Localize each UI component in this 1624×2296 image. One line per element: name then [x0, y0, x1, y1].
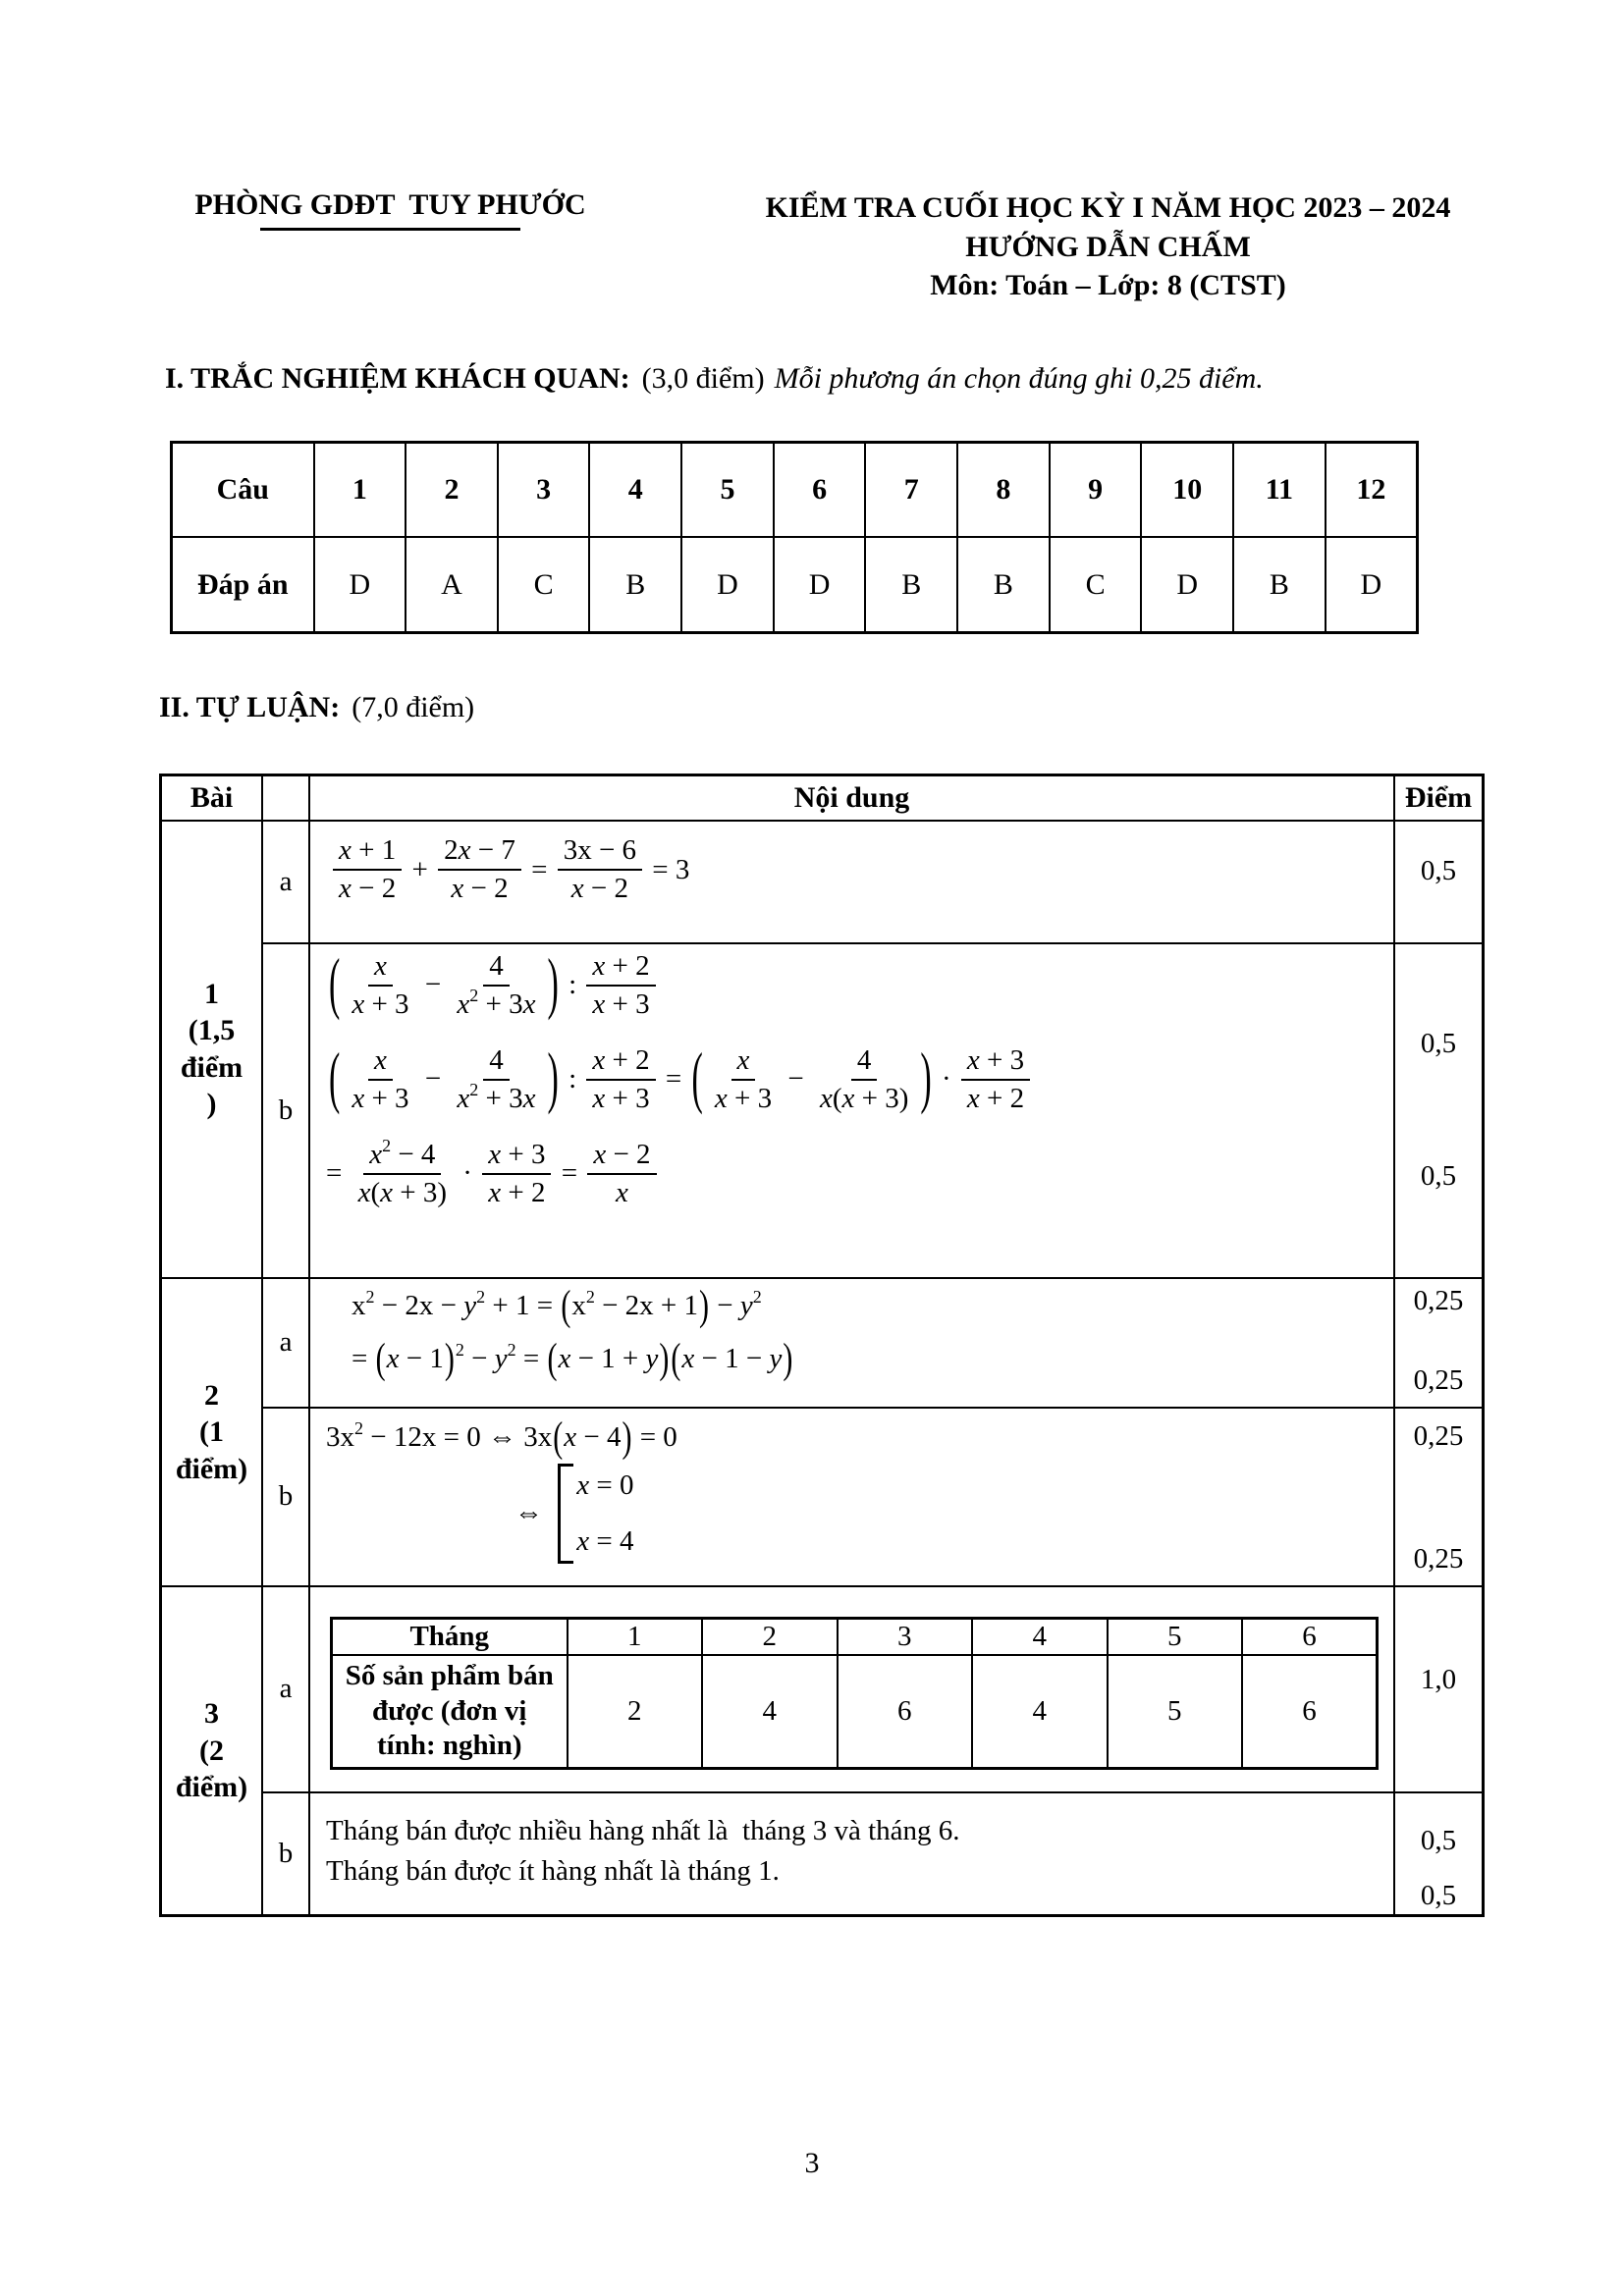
month-header-row [332, 1618, 1378, 1655]
page-number: 3 [804, 2147, 820, 2179]
column-header-part [263, 776, 310, 822]
month-number: 1 [568, 1618, 703, 1655]
header-right-block [708, 188, 1508, 305]
section1-heading [165, 362, 1624, 396]
mc-answer: D [1141, 537, 1233, 632]
products-sold-row [332, 1655, 1378, 1768]
mc-answer: D [1326, 537, 1418, 632]
answer-text-line: Tháng bán được nhiều hàng nhất là tháng 3 và tháng 6. [326, 1814, 960, 1846]
score-value: 0,5 [1420, 1160, 1457, 1193]
essay-rubric-table [159, 774, 1485, 1917]
score-value: 0,5 [1420, 1879, 1457, 1911]
month-number: 5 [1108, 1618, 1243, 1655]
section1-heading-note: Mỗi phương án chọn đúng ghi 0,25 điểm. [774, 361, 1264, 395]
month-number: 6 [1242, 1618, 1378, 1655]
multiple-choice-answer-table [170, 441, 1419, 634]
month-number: 3 [838, 1618, 973, 1655]
mc-question-number: 10 [1141, 442, 1233, 537]
problem-2a-content [310, 1279, 1395, 1409]
mc-question-number: 7 [865, 442, 957, 537]
part-letter: b [263, 1409, 310, 1587]
mc-answer: B [1233, 537, 1326, 632]
math-line: ( x x + 3 − 4 x 2 + 3 x ) : x + 2 x + 3 [326, 950, 1393, 1021]
mc-answer: B [865, 537, 957, 632]
math-line: ( x x + 3 − 4 x 2 + 3 x ) : x + 2 x + 3 = ( x x + 3 − 4 x ( x + 3) ) · x + 3 x + 2 [326, 1044, 1393, 1115]
score-value: 0,5 [1420, 854, 1457, 886]
math-line: 3x 2 − 12x = 0 ⇔ 3x ( x − 4 ) = 0 [326, 1414, 677, 1461]
mc-answer: B [589, 537, 681, 632]
score-value: 0,5 [1420, 1824, 1457, 1856]
part-letter: a [263, 822, 310, 944]
math-line: = ( x − 1 ) 2 − y 2 = ( x − 1 + y ) ( x − 1 − y ) [352, 1335, 793, 1382]
mc-answer-row [172, 537, 1418, 632]
monthly-sales-table [330, 1617, 1379, 1770]
problem-1b-content [310, 944, 1395, 1279]
math-line: x + 1 x − 2 + 2 x − 7 x − 2 = 3x − 6 x − 2 = 3 [330, 834, 689, 905]
mc-question-row [172, 442, 1418, 537]
section2-heading [159, 691, 1624, 724]
math-line: ⇔ x = 0 x = 4 [514, 1464, 1393, 1564]
mc-question-number: 9 [1050, 442, 1142, 537]
products-value: 4 [702, 1655, 838, 1768]
problem-3b-content [310, 1793, 1395, 1914]
score-value: 0,25 [1413, 1284, 1464, 1316]
section1-heading-points: (3,0 điểm) [641, 361, 765, 395]
score-value: 1,0 [1420, 1663, 1457, 1695]
score-value: 0,25 [1413, 1542, 1464, 1575]
part-letter: b [263, 1793, 310, 1914]
products-value: 6 [1242, 1655, 1378, 1768]
mc-answer: D [314, 537, 406, 632]
month-row-label: Tháng [332, 1618, 568, 1655]
column-header-bai: Bài [162, 776, 263, 822]
score-value: 0,25 [1413, 1363, 1464, 1396]
problem-1-label: 1 (1,5 điểm ) [162, 822, 263, 1279]
math-line: x 2 − 2x − y 2 + 1 = ( x 2 − 2x + 1 ) − y 2 [352, 1282, 762, 1329]
month-number: 2 [702, 1618, 838, 1655]
part-letter: a [263, 1279, 310, 1409]
problem-2b-content [310, 1409, 1395, 1587]
section2-heading-bold: II. TỰ LUẬN: [159, 690, 341, 723]
mc-question-number: 4 [589, 442, 681, 537]
problem-2a-score [1395, 1279, 1482, 1409]
column-header-noidung: Nội dung [310, 776, 1395, 822]
mc-question-number: 12 [1326, 442, 1418, 537]
math-line: = x 2 − 4 x ( x + 3) · x + 3 x + 2 = x − 2 x [326, 1139, 1393, 1209]
products-value: 6 [838, 1655, 973, 1768]
mc-question-number: 3 [498, 442, 590, 537]
products-row-label: Số sản phẩm bán được (đơn vị tính: nghìn) [332, 1655, 568, 1768]
score-value: 0,5 [1420, 1028, 1457, 1060]
mc-question-number: 5 [681, 442, 774, 537]
problem-3b-score [1395, 1793, 1482, 1914]
header-left-block [157, 188, 623, 305]
mc-question-row-label: Câu [172, 442, 314, 537]
part-letter: a [263, 1587, 310, 1793]
mc-answer: A [406, 537, 498, 632]
problem-3a-content [310, 1587, 1395, 1793]
score-value: 0,25 [1413, 1419, 1464, 1452]
column-header-diem: Điểm [1395, 776, 1482, 822]
problem-2-label: 2 (1 điểm) [162, 1279, 263, 1587]
issuing-office-title: PHÒNG GDĐT TUY PHƯỚC [194, 188, 586, 221]
problem-1b-score [1395, 944, 1482, 1279]
mc-question-number: 11 [1233, 442, 1326, 537]
exam-title: KIỂM TRA CUỐI HỌC KỲ I NĂM HỌC 2023 – 2024 [765, 191, 1451, 224]
mc-question-number: 1 [314, 442, 406, 537]
part-letter: b [263, 944, 310, 1279]
products-value: 4 [972, 1655, 1108, 1768]
mc-answer: C [498, 537, 590, 632]
document-header [0, 0, 1624, 305]
section2-heading-points: (7,0 điểm) [352, 690, 475, 723]
mc-answer: D [681, 537, 774, 632]
problem-1a-content [310, 822, 1395, 944]
mc-question-number: 8 [957, 442, 1050, 537]
mc-question-number: 6 [774, 442, 866, 537]
mc-answer-row-label: Đáp án [172, 537, 314, 632]
mc-answer: B [957, 537, 1050, 632]
mc-answer: C [1050, 537, 1142, 632]
products-value: 5 [1108, 1655, 1243, 1768]
problem-3a-score [1395, 1587, 1482, 1793]
answer-text-line: Tháng bán được ít hàng nhất là tháng 1. [326, 1854, 780, 1887]
mc-answer: D [774, 537, 866, 632]
subject-grade-line: Môn: Toán – Lớp: 8 (CTST) [930, 269, 1286, 302]
month-number: 4 [972, 1618, 1108, 1655]
products-value: 2 [568, 1655, 703, 1768]
problem-3-label: 3 (2 điểm) [162, 1587, 263, 1914]
header-underline [260, 228, 520, 231]
problem-2b-score [1395, 1409, 1482, 1587]
problem-1a-score [1395, 822, 1482, 944]
grading-guide-subtitle: HƯỚNG DẪN CHẤM [965, 230, 1251, 263]
mc-question-number: 2 [406, 442, 498, 537]
section1-heading-bold: I. TRẮC NGHIỆM KHÁCH QUAN: [165, 361, 630, 395]
